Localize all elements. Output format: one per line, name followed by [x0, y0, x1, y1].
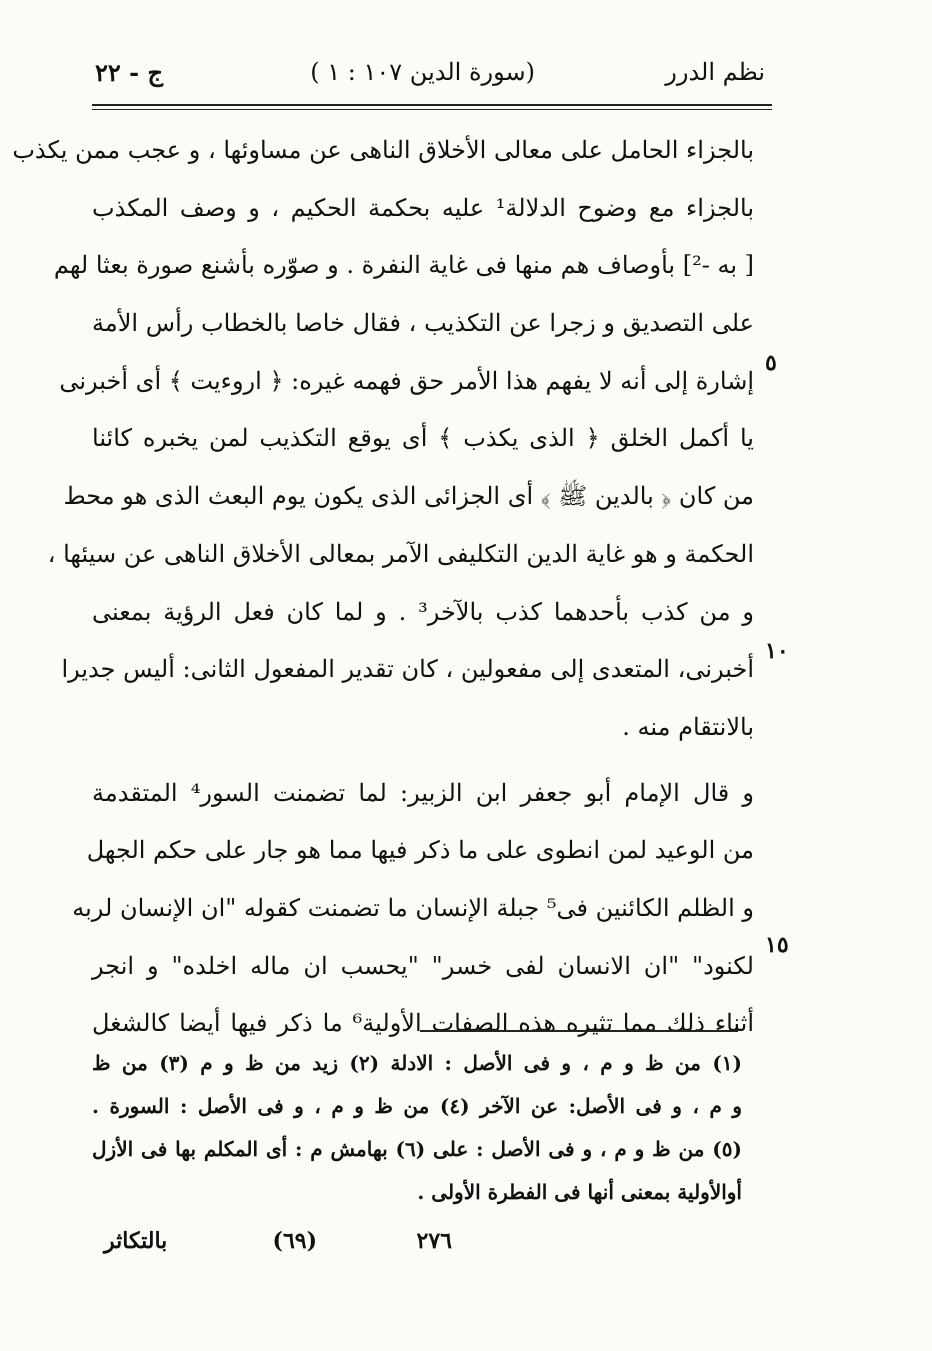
- text-line: إشارة إلى أنه لا يفهم هذا الأمر حق فهمه غيره: ﴿ اروءيت ﴾ أى أخبرنى: [59, 366, 754, 395]
- footnote-line: و م ، و فى الأصل: عن الآخر (٤) من ظ و م ، و فى الأصل : السورة .: [92, 1094, 742, 1118]
- signature-number: (٦٩): [272, 1228, 317, 1254]
- running-header: [95, 50, 765, 98]
- line-number-5: ٥: [765, 350, 777, 376]
- footnote-line: (١) من ظ و م ، و فى الأصل : الادلة (٢) زيد من ظ و م (٣) من ظ: [92, 1051, 742, 1075]
- surah-reference: (سورة الدين ١٠٧ : ١ ): [310, 58, 535, 86]
- juz-label: ج - ٢٢: [95, 58, 163, 87]
- text-line: و من كذب بأحدهما كذب بالآخر³ . و لما كان فعل الرؤية بمعنى: [92, 597, 755, 626]
- text-line: أخبرنى، المتعدى إلى مفعولين ، كان تقدير المفعول الثانى: أليس جديرا: [61, 655, 754, 684]
- text-line: لكنود" "ان الانسان لفى خسر" "يحسب ان ماله اخلده" و انجر: [92, 951, 754, 980]
- header-rule-thin: [92, 109, 772, 110]
- text-line: بالانتقام منه .: [622, 712, 754, 741]
- footnote-rule: [420, 1030, 738, 1032]
- text-line: الحكمة و هو غاية الدين التكليفى الآمر بمعالى الأخلاق الناهى عن سيئها ،: [47, 539, 754, 568]
- text-line: من الوعيد لمن انطوى على ما ذكر فيها مما هو جار على حكم الجهل: [86, 836, 754, 865]
- line-number-10: ١٠: [765, 638, 789, 664]
- text-line: على التصديق و زجرا عن التكذيب ، فقال خاصا بالخطاب رأس الأمة: [92, 309, 754, 338]
- text-line: بالجزاء الحامل على معالى الأخلاق الناهى عن مساوئها ، و عجب ممن يكذب: [12, 136, 754, 164]
- text-line: أثناء ذلك مما تثيره هذه الصفات الأولية⁶ ما ذكر فيها أيضا كالشغل: [92, 1009, 755, 1038]
- page-footer: [92, 1228, 772, 1268]
- page-number: ٢٧٦: [416, 1228, 452, 1254]
- catchword: بالتكاثر: [104, 1228, 168, 1254]
- text-line: و الظلم الكائنين فى⁵ جبلة الإنسان ما تضمنت كقوله "ان الإنسان لربه: [72, 893, 754, 922]
- text-line: بالجزاء مع وضوح الدلالة¹ عليه بحكمة الحكيم ، و وصف المكذب: [92, 193, 754, 222]
- header-rule-thick: [92, 104, 772, 106]
- line-number-15: ١٥: [765, 932, 789, 958]
- footnotes: [92, 1042, 742, 1214]
- text-line: من كان ﴿ بالدين ﷺ ﴾ أى الجزائى الذى يكون يوم البعث الذى هو محط: [63, 482, 754, 511]
- footnote-line: أوالأولية بمعنى أنها فى الفطرة الأولى .: [417, 1180, 742, 1204]
- footnote-line: (٥) من ظ و م ، و فى الأصل : على (٦) بهامش م : أى المكلم بها فى الأزل: [92, 1137, 742, 1161]
- text-line: [ به -²] بأوصاف هم منها فى غاية النفرة . و صوّره بأشنع صورة بعثا لهم: [53, 251, 754, 280]
- text-line: و قال الإمام أبو جعفر ابن الزبير: لما تضمنت السور⁴ المتقدمة: [92, 778, 755, 807]
- book-title: نظم الدرر: [665, 58, 765, 86]
- text-line: يا أكمل الخلق ﴿ الذى يكذب ﴾ أى يوقع التكذيب لمن يخبره كائنا: [92, 424, 754, 453]
- main-text: [12, 122, 755, 1053]
